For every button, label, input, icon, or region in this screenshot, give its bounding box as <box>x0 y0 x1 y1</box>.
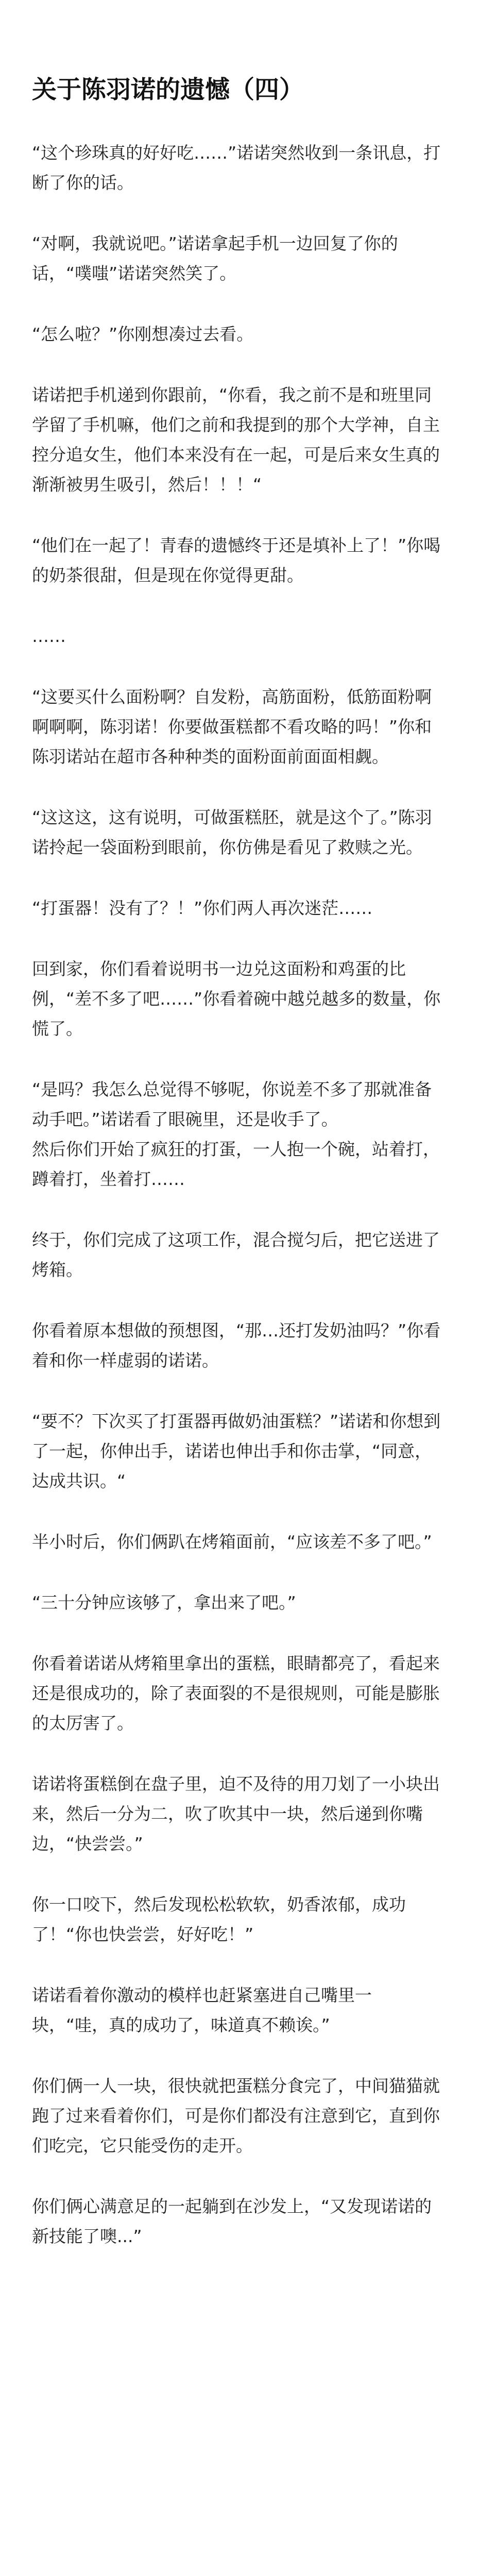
paragraph: 你们俩一人一块，很快就把蛋糕分食完了，中间猫猫就跑了过来看着你们，可是你们都没有注意到它，直到你们吃完，它只能受伤的走开。 <box>32 2076 440 2156</box>
paragraph: 你们俩心满意足的一起躺到在沙发上，“又发现诺诺的新技能了噢...” <box>32 2196 432 2246</box>
paragraph: 回到家，你们看着说明书一边兑这面粉和鸡蛋的比例，“差不多了吧……”你看着碗中越兑越多的数量，你慌了。 <box>32 959 441 1039</box>
paragraph: “他们在一起了！青春的遗憾终于还是填补上了！”你喝的奶茶很甜，但是现在你觉得更甜。 <box>32 535 441 585</box>
paragraph: 诺诺把手机递到你跟前，“你看，我之前不是和班里同学留了手机嘛，他们之前和我提到的那个大学神，自主控分追女生，他们本来没有在一起，可是后来女生真的渐渐被男生吸引，然后！！！“ <box>32 385 440 495</box>
paragraph: 诺诺看着你激动的模样也赶紧塞进自己嘴里一块，“哇，真的成功了，味道真不赖诶。” <box>32 1985 372 2035</box>
paragraph: “是吗？我怎么总觉得不够呢，你说差不多了那就准备动手吧。”诺诺看了眼碗里，还是收手了。 然后你们开始了疯狂的打蛋，一人抱一个碗，站着打，蹲着打，坐着打…… <box>32 1079 440 1189</box>
paragraph: “这个珍珠真的好好吃……”诺诺突然收到一条讯息，打断了你的话。 <box>32 143 441 193</box>
paragraph: 终于，你们完成了这项工作，混合搅匀后，把它送进了烤箱。 <box>32 1230 440 1280</box>
paragraph: “怎么啦？”你刚想凑过去看。 <box>32 324 254 344</box>
paragraph: “对啊，我就说吧。”诺诺拿起手机一边回复了你的话，“噗嗤”诺诺突然笑了。 <box>32 233 398 283</box>
paragraph: …… <box>32 626 66 646</box>
article-body <box>32 138 447 2251</box>
paragraph: 半小时后，你们俩趴在烤箱面前，“应该差不多了吧。” <box>32 1532 432 1552</box>
paragraph: 你看着原本想做的预想图，“那…还打发奶油吗？”你看着和你一样虚弱的诺诺。 <box>32 1320 441 1370</box>
paragraph: 你一口咬下，然后发现松松软软，奶香浓郁，成功了！“你也快尝尝，好好吃！” <box>32 1894 406 1944</box>
paragraph: “这要买什么面粉啊？自发粉，高筋面粉，低筋面粉啊啊啊啊，陈羽诺！你要做蛋糕都不看攻略的吗！”你和陈羽诺站在超市各种种类的面粉面前面面相觑。 <box>32 687 432 767</box>
paragraph: “要不？下次买了打蛋器再做奶油蛋糕？”诺诺和你想到了一起，你伸出手，诺诺也伸出手和你击掌，“同意，达成共识。“ <box>32 1411 441 1491</box>
paragraph: “打蛋器！没有了？！”你们两人再次迷茫…… <box>32 898 373 918</box>
article-title: 关于陈羽诺的遗憾（四） <box>32 75 304 104</box>
paragraph: 你看着诺诺从烤箱里拿出的蛋糕，眼睛都亮了，看起来还是很成功的，除了表面裂的不是很规则，可能是膨胀的太厉害了。 <box>32 1653 440 1733</box>
paragraph: 诺诺将蛋糕倒在盘子里，迫不及待的用刀划了一小块出来，然后一分为二，吹了吹其中一块，然后递到你嘴边，“快尝尝。” <box>32 1774 440 1854</box>
paragraph: “这这这，这有说明，可做蛋糕胚，就是这个了。”陈羽诺拎起一袋面粉到眼前，你仿佛是看见了救赎之光。 <box>32 807 432 857</box>
paragraph: “三十分钟应该够了，拿出来了吧。” <box>32 1592 296 1613</box>
